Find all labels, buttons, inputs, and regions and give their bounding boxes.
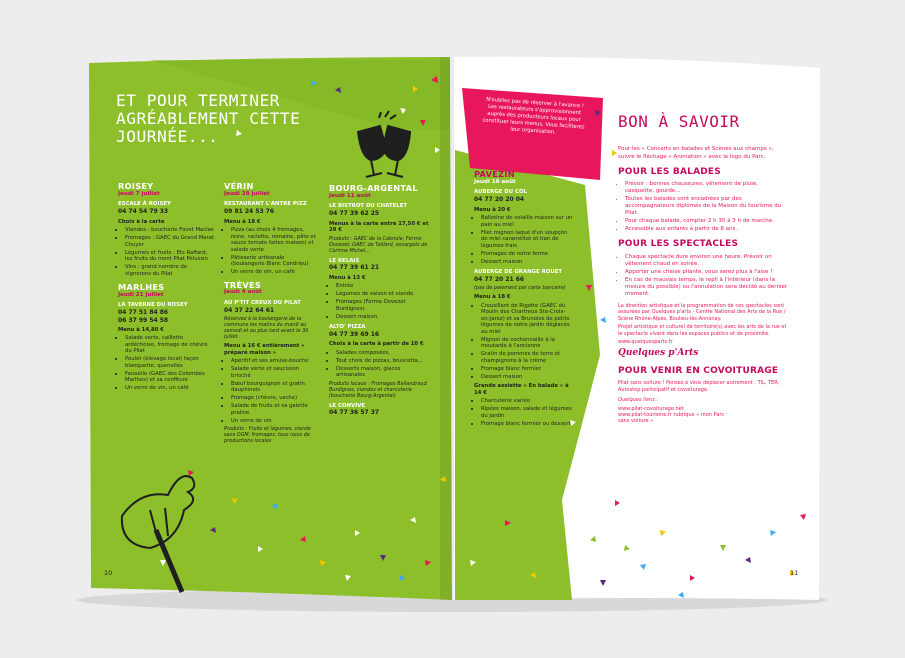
products-treves: Produits : Fruits et légumes, viande sans OGM, fromages, tous issus de productions locales	[224, 426, 311, 445]
phone-alto-pizza: 04 77 39 69 16	[329, 330, 380, 338]
venue-antre-pizz: RESTAURANT L'ANTRE PIZZ	[224, 201, 307, 208]
menu-verin: Menu à 18 €	[224, 218, 261, 225]
menu-bistrot: Menus à la carte entre 17,50 € et 29 €	[329, 220, 429, 233]
reservation-banner-text: N'oubliez pas de réserver à l'avance ! Les restaurateurs s'approvisionnent auprès des producteurs locaux pour constituer leurs menus. Vous faciliterez leur organisation.	[482, 96, 585, 136]
balades-item: • Accessible aux enfants à partir de 8 ans.	[625, 226, 788, 233]
balades-title: POUR LES BALADES	[618, 166, 721, 177]
menu-roisey: Choix à la carte	[118, 218, 165, 225]
menu-grange-rouet: Menu à 18 €	[474, 294, 511, 301]
menu-item: • Gratin de pommes de terre et champignons à la crème	[481, 350, 574, 364]
menu-item: • Viandes : boucherie Fovet Maclas	[125, 226, 214, 234]
venue-alto-pizza: ALTO' PIZZA	[329, 324, 366, 331]
menu-item: • Salade verte et saucisson brioché	[231, 365, 316, 379]
phone-marlhes-1: 04 77 51 84 86	[118, 309, 169, 317]
menu-item: • Fromages : GAEC du Grand Marat Chuyer	[125, 234, 214, 248]
venue-ptit-creux: AU P'TIT CREUX DU PILAT	[224, 299, 301, 306]
venue-taverne-rosey: LA TAVERNE DU ROSEY	[118, 302, 188, 309]
date-roisey: Jeudi 7 juillet	[118, 190, 160, 197]
town-pavezin: PAVEZIN	[474, 169, 515, 179]
menu-items-grande-assiette	[474, 397, 574, 427]
menu-item: • Charcuterie variée	[481, 397, 574, 405]
town-marlhes: MARLHES	[118, 282, 165, 292]
town-treves: TRÈVES	[224, 279, 262, 290]
menu-item: • Dessert maison	[481, 373, 574, 381]
menu-item: • Salades composées,	[336, 349, 429, 357]
menu-auberge-col: Menu à 20 €	[474, 206, 511, 213]
menu-item: • Un verre de vin, un café	[125, 384, 214, 392]
venue-le-convive: LE CONVIVE	[329, 402, 366, 409]
phone-bistrot: 04 77 39 62 25	[329, 210, 380, 218]
menu-item: • Un verre de vin, un café	[231, 268, 316, 276]
menu-marlhes: Menu à 14,80 €	[118, 326, 164, 333]
menu-item: • Faisselle (GAEC des Colombes Marlhes) et sa confiture	[125, 370, 214, 384]
phone-verin: 09 81 24 53 76	[224, 208, 275, 216]
town-roisey: ROISEY	[118, 181, 154, 191]
phone-roisey: 04 74 54 79 33	[118, 208, 169, 216]
menu-items-marlhes	[118, 334, 214, 392]
date-verin: Jeudi 28 juillet	[224, 190, 270, 197]
spectacles-item: • En cas de mauvais temps, le repli à l'intérieur (dans la mesure du possible) ou l'annulation sera décidé au dernier moment.	[625, 277, 788, 298]
venue-escale-roisey: ESCALE À ROISEY	[118, 201, 171, 208]
menu-item: • Fromages (Ferme Dovezet Burdignes)	[336, 298, 429, 312]
links-label: Quelques liens :	[618, 397, 659, 404]
info-title: BON À SAVOIR	[618, 112, 740, 131]
menu-item: • Pizza (au choix 4 fromages, reine, raclette, romaine, pâte et sauce tomate faites maison) et salade verte	[231, 226, 316, 253]
balades-item: • Pour chaque balade, compter 2 h 30 à 3 h de marche.	[625, 218, 788, 225]
note-grange-rouet: (pas de paiement par carte bancaire)	[474, 285, 566, 292]
menu-item: • Crousillant de Rigotte (GAEC du Moulin des Chartreux Ste-Croix-en-Jarez) et sa Brunoise de petits légumes de notre jardin déglacés au miel	[481, 302, 574, 336]
menu-item: • Fromages de notre ferme	[481, 250, 574, 258]
info-intro: Pour les « Concerts en balades et Scènes aux champs », suivre le fléchage « Animation » avec le logo du Parc.	[618, 146, 774, 160]
menu-item: • Rîpées maison, salade et légumes du jardin	[481, 405, 574, 419]
products-bistrot: Produits : GAEC de la Cabriole, Ferme Dovezet, GAEC de Taillard, escargots de Corinne Michel...	[329, 235, 428, 254]
menu-grande-assiette: Grande assiette « En balade » à 14 €	[474, 383, 569, 396]
menu-item: • Salade de fruits et sa galette praline	[231, 402, 316, 416]
menu-items-verin	[224, 226, 316, 276]
venue-le-relais: LE RELAIS	[329, 257, 360, 264]
covoiturage-link[interactable]: www.pilat-covoiturage.net	[618, 405, 684, 412]
date-marlhes: Jeudi 21 juillet	[118, 291, 164, 298]
gutter-shadow	[440, 57, 454, 600]
column-pavezin	[474, 170, 574, 428]
phone-relais: 04 77 39 61 21	[329, 264, 380, 272]
balades-item: • Toutes les balades sont encadrées par des accompagnateurs diplômés de la Maison du tourisme du Pilat.	[625, 196, 788, 217]
menu-item: • Entrée	[336, 282, 429, 290]
menu-item: • Salade verte, caillette ardéchoise, fromage de chèvre du Pilat	[125, 334, 214, 355]
products-alto-pizza: Produits locaux : Fromages Ballandraud Burdignes, viandes et charcuterie (boucherie Bourg-Argental)	[329, 380, 427, 399]
column-bourg-argental	[329, 184, 429, 417]
spectacles-title: POUR LES SPECTACLES	[618, 239, 739, 250]
column-verin-treves	[224, 182, 316, 444]
menu-item: • Dessert maison	[481, 258, 574, 266]
venue-auberge-col: AUBERGE DU COL	[474, 189, 528, 196]
menu-item: • Dessert maison	[336, 313, 429, 321]
page-number-right: 11	[790, 569, 799, 577]
info-column	[618, 112, 788, 425]
menu-item: • Tout choix de pizzas, bruscetta...	[336, 357, 429, 365]
menu-item: • Apéritif et ses amuse-bouche	[231, 357, 316, 365]
phone-grange-rouet: 04 77 20 21 66	[474, 275, 525, 283]
menu-items-grange-rouet	[474, 302, 574, 381]
balades-list	[618, 181, 788, 233]
website-link[interactable]: www.quelquesparts.fr	[618, 338, 673, 345]
menu-item: • Légumes de saison et viande	[336, 290, 429, 298]
town-bourg-argental: BOURG-ARGENTAL	[329, 183, 418, 193]
date-pavezin: Jeudi 18 août	[474, 178, 516, 185]
menu-item: • Fromage blanc fermier	[481, 365, 574, 373]
heading-line-3: JOURNÉE...	[116, 127, 219, 147]
date-treves: Jeudi 4 août	[224, 289, 262, 296]
covoiturage-text: Pilat sans voiture ! Pensez à vous déplacer autrement : TIL, TER, Autostop participatif et covoiturage.	[618, 380, 780, 393]
spectacles-list	[618, 254, 788, 298]
tourisme-link[interactable]: www.pilat-tourisme.fr rubrique « mon Parc sans voiture »	[618, 411, 725, 425]
column-roisey-marlhes	[118, 182, 214, 392]
menu-item: • Filet mignon laqué d'un soupçon de miel caramélisé et tian de légumes frais	[481, 229, 574, 250]
menu-item: • Vins : grand nombre de vignerons du Pilat	[125, 263, 214, 277]
note-treves: Réservez à la boulangerie de la commune les matins du mardi au samedi et au plus tard avant le 30 juillet.	[224, 316, 309, 341]
menu-alto-pizza: Choix à la carte à partir de 10 €	[329, 341, 424, 348]
menu-items-roisey	[118, 226, 214, 277]
phone-convive: 04 77 36 57 37	[329, 409, 380, 417]
menu-item: • Poulet (élevage local) façon blanquette, quenelles	[125, 355, 214, 369]
project-text: Projet artistique et culturel de territoire(s) avec les arts de la rue et le spectacle vivant dans les espaces publics et de proximité.	[618, 324, 787, 337]
menu-items-treves	[224, 357, 316, 424]
menu-item: • Pâtisserie artisanale (boulangerie Blanc Condrieu)	[231, 254, 316, 268]
phone-auberge-col: 04 77 20 20 04	[474, 196, 525, 204]
venue-grange-rouet: AUBERGE DE GRANGE ROUET	[474, 269, 563, 275]
page-number-left: 10	[104, 569, 113, 577]
menu-item: • Légumes et fruits : Ets Raffard, les fruits du mont Pilat Pélussin	[125, 249, 214, 263]
date-bourg-argental: Jeudi 11 août	[329, 192, 371, 199]
phone-marlhes-2: 06 37 99 54 58	[118, 316, 169, 324]
town-verin: VÉRIN	[224, 181, 254, 191]
covoiturage-title: POUR VENIR EN COVOITURAGE	[618, 365, 779, 376]
spectacles-item: • Apporter une chaise pliante, vous serez plus à l'aise !	[625, 269, 788, 276]
menu-relais: Menu à 13 €	[329, 274, 366, 281]
menu-item: • Un verre de vin	[231, 417, 316, 425]
menu-item: • Ballotine de volaille maison sur un pain au miel	[481, 214, 574, 228]
menu-item: • Fromage (chèvre, vache)	[231, 394, 316, 402]
spectacles-item: • Chaque spectacle dure environ une heure. Prévoir un vêtement chaud en soirée.	[625, 254, 788, 268]
direction-text: La direction artistique et la programmation de ces spectacles sont assurées par Quelques p'arts - Centre National des Arts de la Rue / Scène Rhône-Alpes, Boulieu-lès-Annonay.	[618, 302, 786, 322]
left-page-heading	[116, 92, 356, 146]
menu-items-alto-pizza	[329, 349, 429, 379]
heading-line-2: AGRÉABLEMENT CETTE	[116, 109, 301, 129]
heading-line-1: ET POUR TERMINER	[116, 91, 280, 110]
menu-treves: Menu à 16 € entièrement « préparé maison »	[224, 343, 305, 356]
menu-item: • Bœuf bourguignon et gratin dauphinois	[231, 380, 316, 394]
phone-treves: 04 37 22 64 61	[224, 306, 275, 314]
quelques-parts-logo: Quelques p'Arts	[618, 348, 699, 359]
menu-item: • Mignon de cochonnaille à la moutarde à l'ancienne	[481, 336, 574, 350]
menu-item: • Fromage blanc fermier ou dessert	[481, 420, 574, 428]
menu-items-relais	[329, 282, 429, 320]
venue-bistrot-chatelet: LE BISTROT DU CHATELET	[329, 203, 408, 210]
balades-item: • Prévoir : bonnes chaussures, vêtement de pluie, casquette, gourde...	[625, 181, 788, 195]
menu-item: • Desserts maison, glaces artisanales	[336, 365, 429, 379]
menu-items-auberge-col	[474, 214, 574, 265]
